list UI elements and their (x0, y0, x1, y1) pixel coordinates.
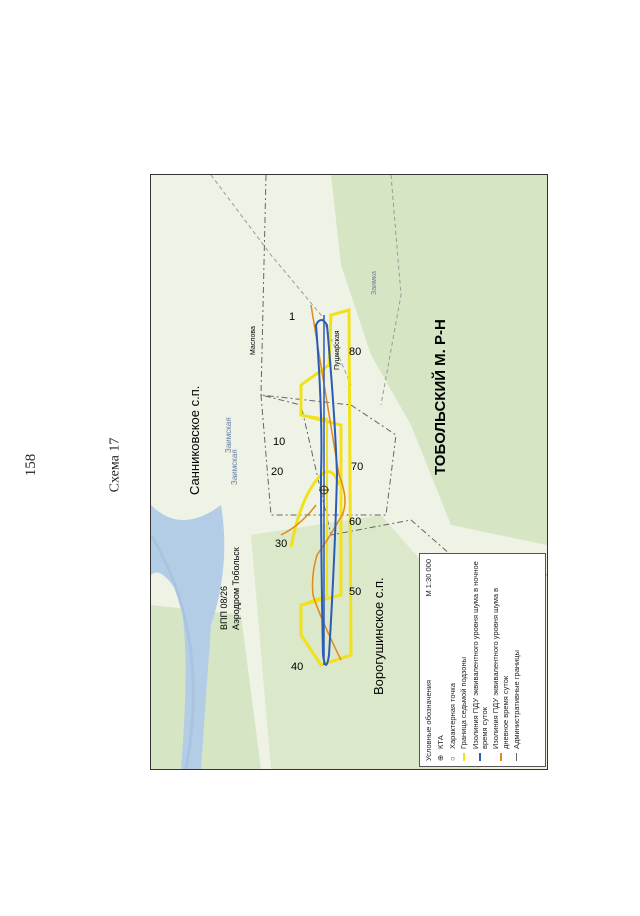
yellow-line-icon (463, 753, 465, 761)
circle-icon: ○ (447, 756, 457, 761)
legend (419, 553, 546, 767)
point-label: 80 (349, 346, 362, 358)
page-number: 158 (22, 453, 39, 477)
legend-item: ⊕ КТА (436, 735, 446, 761)
runway-label: ВПП 08/26 (219, 586, 229, 630)
legend-item: Граница седьмой подзоны (458, 554, 469, 766)
settlement-label: Ворогушинское с.п. (371, 577, 386, 695)
gray-line-icon (516, 753, 517, 761)
point-label: 30 (275, 538, 288, 550)
river-label: Заимка (371, 271, 378, 295)
point-label: 50 (349, 586, 362, 598)
legend-item: Административные границы (511, 554, 522, 766)
legend-item: ○ Характерная точка (447, 683, 457, 761)
point-label: 40 (291, 661, 304, 673)
legend-scale: М 1:30 000 (424, 559, 433, 597)
crosshair-circle-icon: ⊕ (436, 754, 446, 761)
legend-item: Изолиния ПДУ эквивалентного уровня шума в дневное время суток (490, 554, 511, 766)
orange-line-icon (500, 753, 502, 761)
point-label: 60 (349, 516, 362, 528)
river-label: Заимская (224, 417, 233, 453)
legend-title: Условные обозначения (424, 679, 433, 761)
settlement-label: Санниковское с.п. (187, 385, 202, 495)
map-frame (150, 174, 548, 770)
scheme-title: Схема 17 (107, 437, 123, 493)
point-label: 1 (289, 311, 296, 323)
village-label: Маслова (250, 326, 257, 355)
district-label: ТОБОЛЬСКИЙ М. Р-Н (432, 319, 449, 475)
aerodrome-label: Аэродром Тобольск (231, 547, 241, 630)
point-label: 70 (351, 461, 364, 473)
point-label: 10 (273, 436, 286, 448)
legend-item: Изолиния ПДУ эквивалентного уровня шума в ночное время суток (470, 554, 491, 766)
point-label: 20 (271, 466, 284, 478)
village-label: Пушкарская (334, 330, 341, 370)
blue-line-icon (479, 753, 481, 761)
river-label: Заимская (230, 449, 239, 485)
